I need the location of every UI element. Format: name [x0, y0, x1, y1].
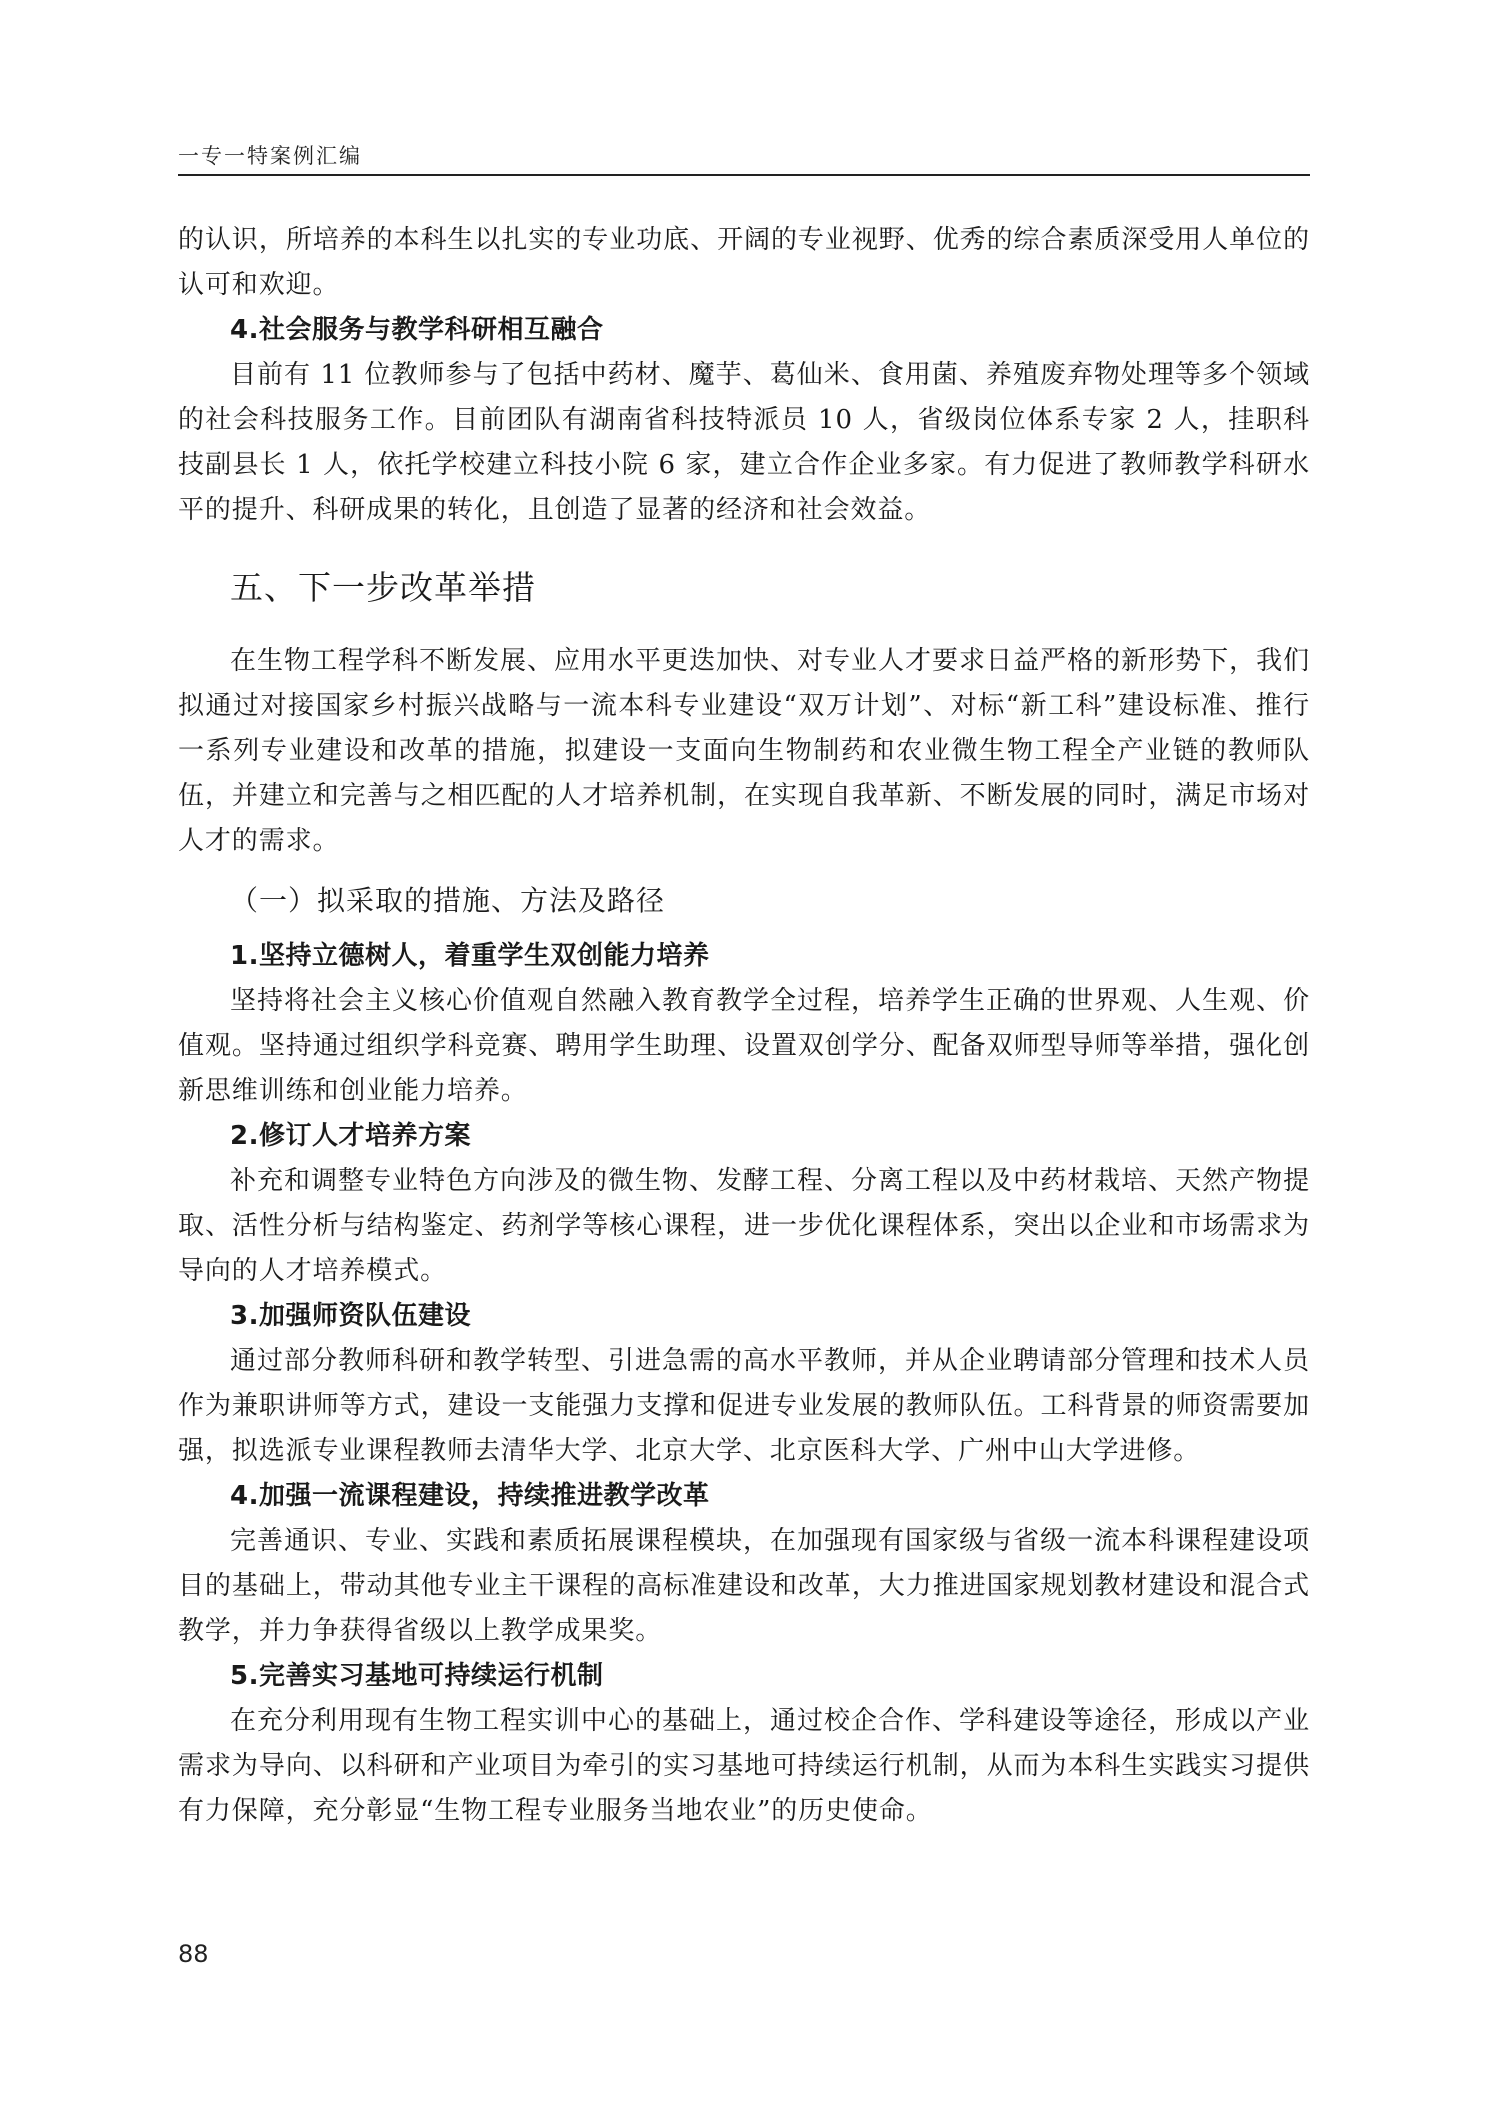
subheading-moral-education: 1.坚持立德树人，着重学生双创能力培养 — [230, 941, 710, 971]
running-header — [178, 140, 1310, 176]
subheading-courses: 4.加强一流课程建设，持续推进教学改革 — [230, 1481, 710, 1511]
subsection-heading-measures: （一）拟采取的措施、方法及路径 — [230, 884, 666, 917]
subheading-internship: 5.完善实习基地可持续运行机制 — [230, 1661, 604, 1691]
subheading-social-service: 4.社会服务与教学科研相互融合 — [230, 315, 604, 345]
section-heading-next-steps: 五、下一步改革举措 — [230, 568, 536, 607]
paragraph-training-plan: 补充和调整专业特色方向涉及的微生物、发酵工程、分离工程以及中药材栽培、天然产物提取、活性分析与结构鉴定、药剂学等核心课程，进一步优化课程体系，突出以企业和市场需求为导向的人才培养模式。 — [178, 1166, 1310, 1286]
page-number: 88 — [178, 1940, 209, 1968]
page-content — [178, 218, 1310, 1834]
paragraph-internship: 在充分利用现有生物工程实训中心的基础上，通过校企合作、学科建设等途径，形成以产业需求为导向、以科研和产业项目为牵引的实习基地可持续运行机制，从而为本科生实践实习提供有力保障，充分彰显“生物工程专业服务当地农业”的历史使命。 — [178, 1706, 1310, 1826]
paragraph-courses: 完善通识、专业、实践和素质拓展课程模块，在加强现有国家级与省级一流本科课程建设项目的基础上，带动其他专业主干课程的高标准建设和改革，大力推进国家规划教材建设和混合式教学，并力争获得省级以上教学成果奖。 — [178, 1526, 1310, 1646]
paragraph-next-steps-intro: 在生物工程学科不断发展、应用水平更迭加快、对专业人才要求日益严格的新形势下，我们拟通过对接国家乡村振兴战略与一流本科专业建设“双万计划”、对标“新工科”建设标准、推行一系列专业建设和改革的措施，拟建设一支面向生物制药和农业微生物工程全产业链的教师队伍，并建立和完善与之相匹配的人才培养机制，在实现自我革新、不断发展的同时，满足市场对人才的需求。 — [178, 646, 1310, 856]
paragraph-moral-education: 坚持将社会主义核心价值观自然融入教育教学全过程，培养学生正确的世界观、人生观、价值观。坚持通过组织学科竞赛、聘用学生助理、设置双创学分、配备双师型导师等举措，强化创新思维训练和创业能力培养。 — [178, 986, 1310, 1106]
header-title: 一专一特案例汇编 — [178, 144, 362, 168]
subheading-training-plan: 2.修订人才培养方案 — [230, 1121, 471, 1151]
paragraph-continuation: 的认识，所培养的本科生以扎实的专业功底、开阔的专业视野、优秀的综合素质深受用人单位的认可和欢迎。 — [178, 225, 1310, 300]
subheading-faculty: 3.加强师资队伍建设 — [230, 1301, 471, 1331]
paragraph-faculty: 通过部分教师科研和教学转型、引进急需的高水平教师，并从企业聘请部分管理和技术人员作为兼职讲师等方式，建设一支能强力支撑和促进专业发展的教师队伍。工科背景的师资需要加强，拟选派专业课程教师去清华大学、北京大学、北京医科大学、广州中山大学进修。 — [178, 1346, 1310, 1466]
paragraph-social-service: 目前有 11 位教师参与了包括中药材、魔芋、葛仙米、食用菌、养殖废弃物处理等多个领域的社会科技服务工作。目前团队有湖南省科技特派员 10 人，省级岗位体系专家 2 人，挂职科技副县长 1 人，依托学校建立科技小院 6 家，建立合作企业多家。有力促进了教师教学科研水平的提升、科研成果的转化，且创造了显著的经济和社会效益。 — [178, 360, 1310, 525]
